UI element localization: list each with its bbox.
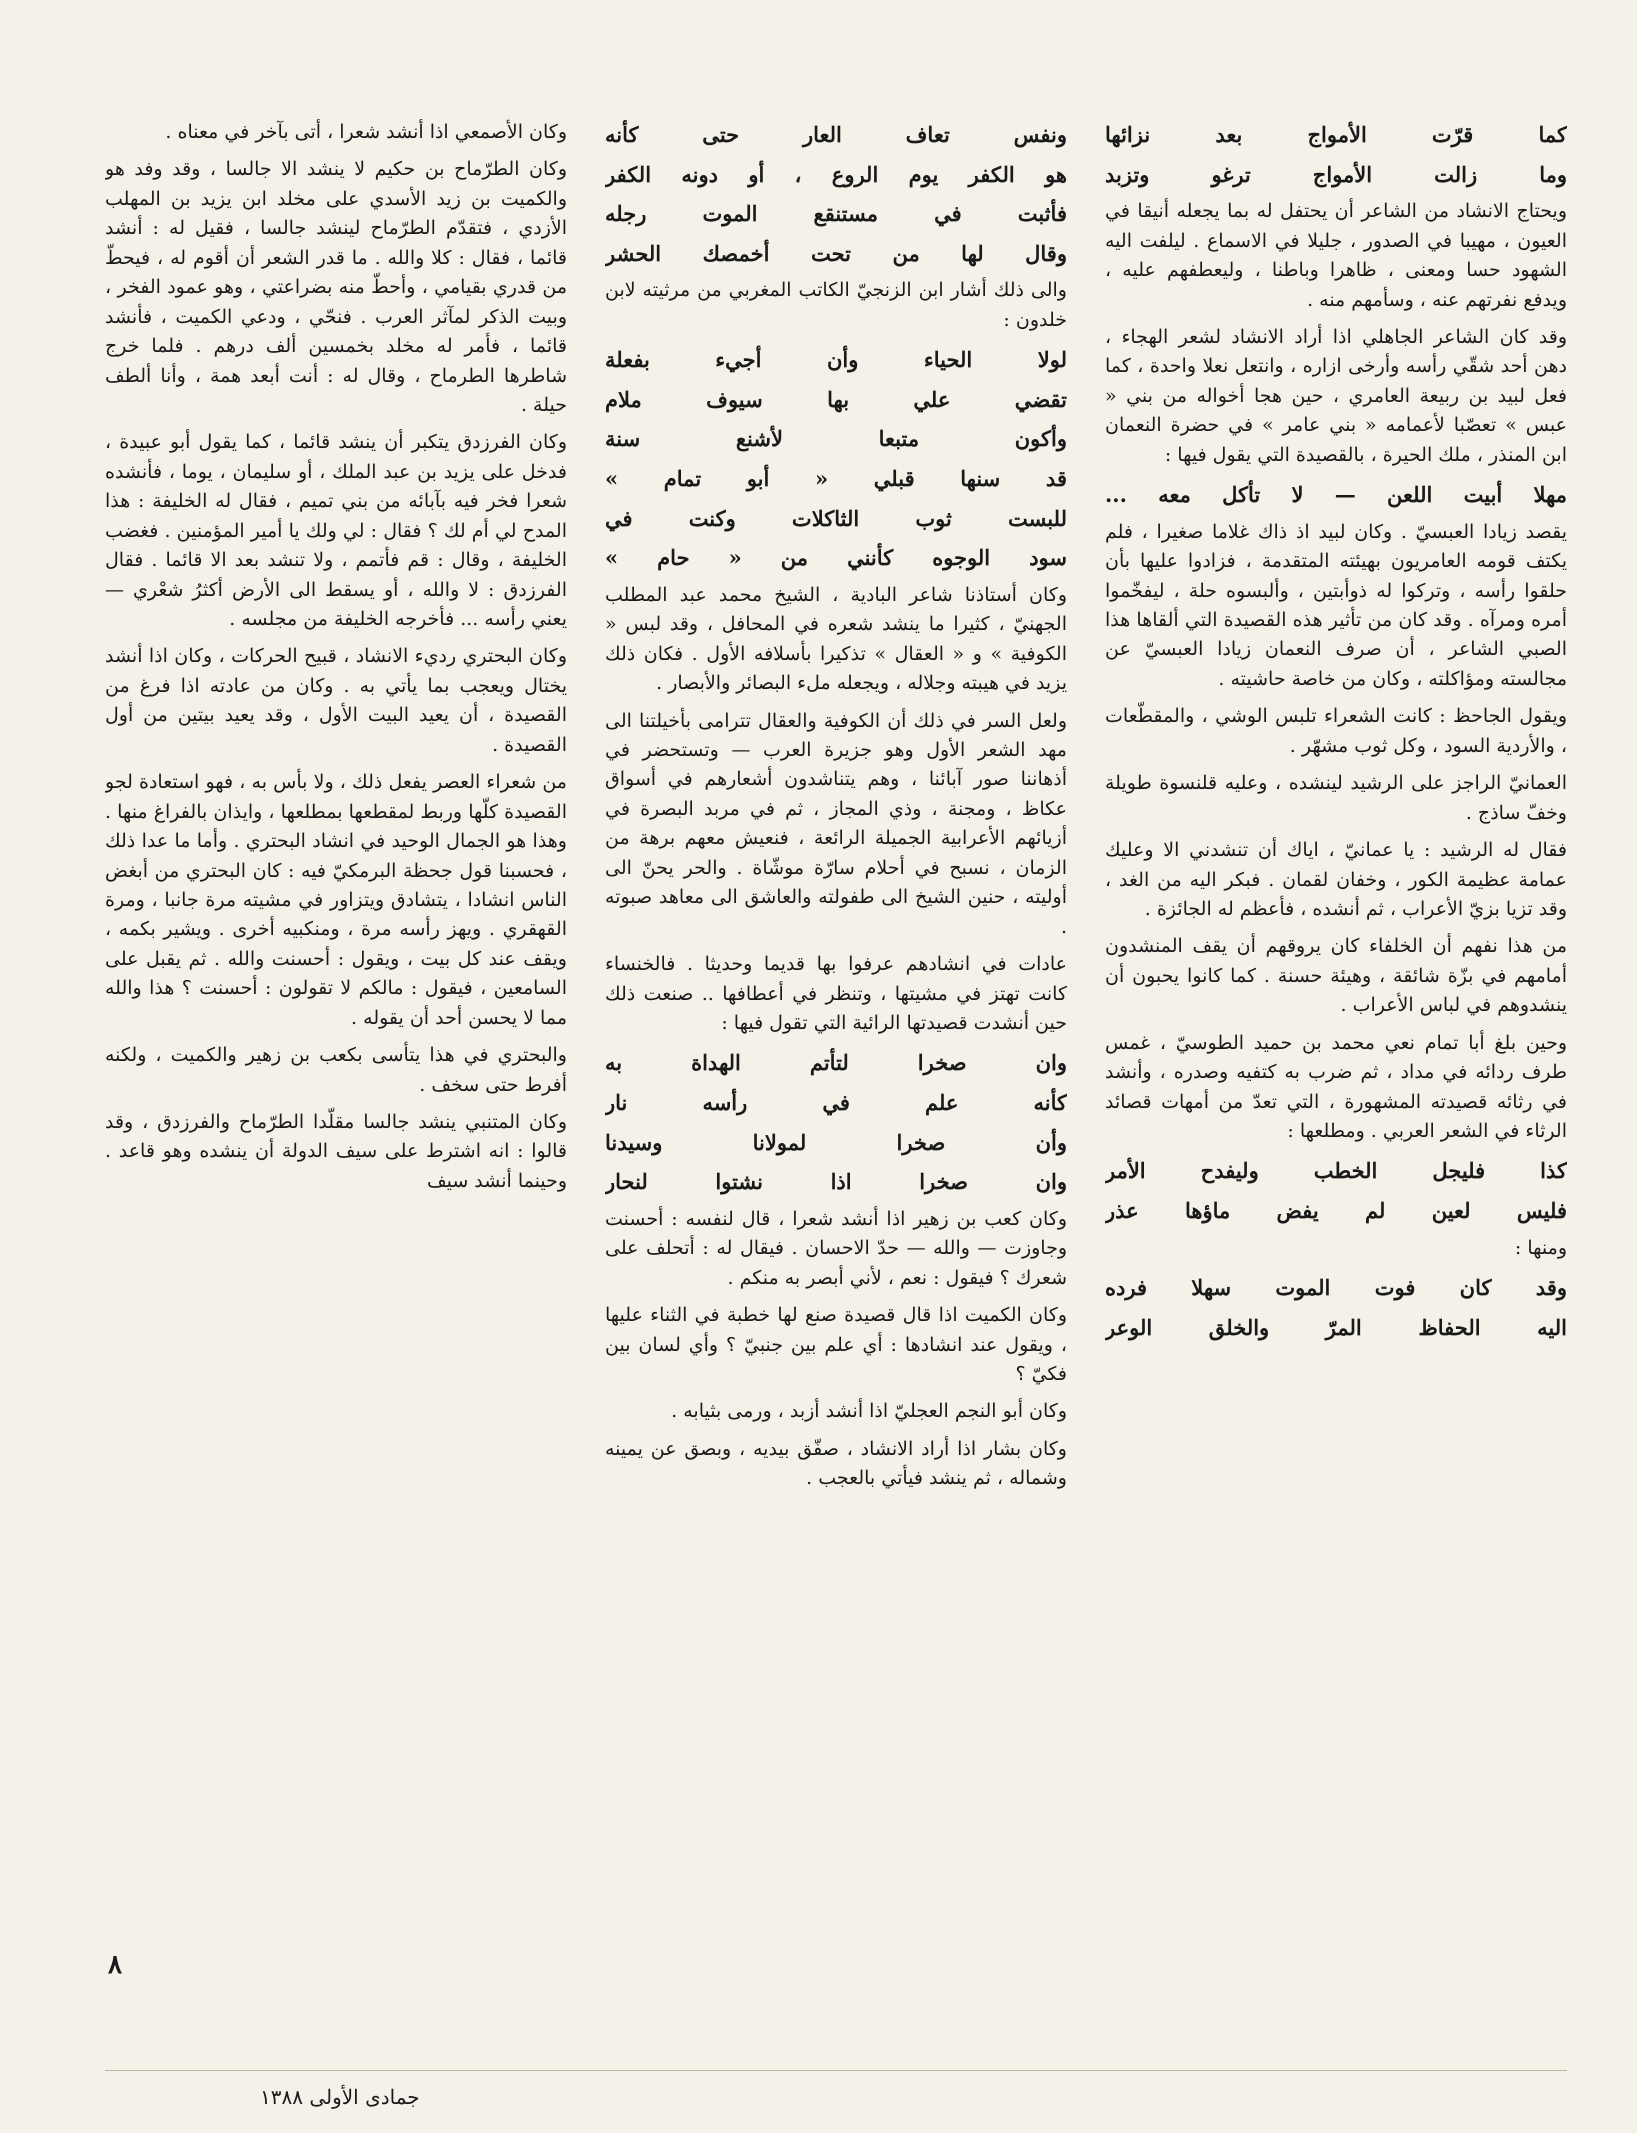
poem-verse: قد سنها قبلي « أبو تمام » <box>605 466 1067 492</box>
paragraph: من شعراء العصر يفعل ذلك ، ولا بأس به ، فهو استعادة لجو القصيدة كلّها وربط لمقطعها بمطلعها ، وايذان بالفراغ منها . وهذا هو الجمال الوحيد في انشاد البحتري . وأما ما عدا ذلك ، فحسبنا قول جحظة البرمكيّ فيه : كان البحتري من أبغض الناس انشادا ، يتشادق ويتزاور في مشيته مرة جانبا ، ومرة القهقري . ويهز رأسه مرة ، ومنكبيه أخرى . ويشير بكمه ، ويقف عند كل بيت ، ويقول : أحسنت والله . ثم يقبل على السامعين ، فيقول : مالكم لا تقولون : أحسنت ؟ هذا والله مما لا يحسن أحد أن يقوله . <box>105 771 567 1029</box>
column-right <box>1105 118 1567 2058</box>
paragraph: وكان الكميت اذا قال قصيدة صنع لها خطبة في الثناء عليها ، ويقول عند انشادها : أي علم بين جنبيّ ؟ وأي لسان بين فكيّ ؟ <box>605 1304 1067 1385</box>
paragraph: ويحتاج الانشاد من الشاعر أن يحتفل له بما يجعله أنيقا في العيون ، مهيبا في الصدور ، جليلا في الاسماع . ليلفت اليه الشهود حسا ومعنى ، ظاهرا وباطنا ، وليعطفهم عليه ، ويدفع نفرتهم عنه ، وسأمهم منه . <box>1105 200 1567 311</box>
poem-verse: فليس لعين لم يفض ماؤها عذر <box>1105 1198 1567 1224</box>
poem-verse: اليه الحفاظ المرّ والخلق الوعر <box>1105 1314 1567 1340</box>
paragraph: وكان الطرّماح بن حكيم لا ينشد الا جالسا ، وقد وفد هو والكميت بن زيد الأسدي على مخلد ابن يزيد بن المهلب الأزدي ، فتقدّم الطرّماح لينشد جالسا ، فقيل له : أنشد قائما ، فقال : كلا والله . ما قدر الشعر أن أقوم له ، فيحطّ من قدري بقيامي ، وأحطّ منه بضراعتي ، وهو عمود الفخر ، وبيت الذكر لمآثر العرب . فنحّي ، ودعي الكميت ، فأنشد قائما ، فأمر له مخلد بخمسين ألف درهم . فلما خرج شاطرها الطرماح ، وقال له : أنت أبعد همة ، وأنا ألطف حيلة . <box>105 158 567 416</box>
poem-verse: لولا الحياء وأن أجيء بفعلة <box>605 347 1067 373</box>
poem-verse: وأن صخرا لمولانا وسيدنا <box>605 1129 1067 1155</box>
paragraph: وكان كعب بن زهير اذا أنشد شعرا ، قال لنفسه : أحسنت وجاوزت — والله — حدّ الاحسان . فيقال له : أتحلف على شعرك ؟ فيقول : نعم ، لأني أبصر به منكم . <box>605 1207 1067 1289</box>
poem-verse: كما قرّت الأمواج بعد نزائها <box>1105 122 1567 147</box>
poem-verse: وما زالت الأمواج ترغو وتزبد <box>1105 161 1567 187</box>
paragraph: ويقول الجاحظ : كانت الشعراء تلبس الوشي ، والمقطّعات ، والأردية السود ، وكل ثوب مشهّر . <box>1105 705 1567 757</box>
issue-date: جمادى الأولى ١٣٨٨ <box>260 2085 420 2109</box>
paragraph: ولعل السر في ذلك أن الكوفية والعقال تترامى بأخيلتنا الى مهد الشعر الأول وهو جزيرة العرب — وتستحضر في أذهاننا صور آبائنا ، وهم يتناشدون أشعارهم في أسواق عكاظ ، ومجنة ، وذي المجاز ، ثم في مربد البصرة في أزيائهم الأعرابية الجميلة الرائعة ، فنعيش معهم برهة من الزمان ، نسبح في أحلام سارّة موشّاة . والحر يحنّ الى أوليته ، حنين الشيخ الى طفولته والعاشق الى معاهد صبوته . <box>605 709 1067 938</box>
poem-verse: سود الوجوه كأنني من « حام » <box>605 545 1067 571</box>
paragraph: وكان الأصمعي اذا أنشد شعرا ، أتى بآخر في معناه . <box>165 121 567 143</box>
paragraph: والبحتري في هذا يتأسى بكعب بن زهير والكميت ، ولكنه أفرط حتى سخف . <box>105 1044 567 1096</box>
paragraph: وكان بشار اذا أراد الانشاد ، صفّق بيديه ، وبصق عن يمينه وشماله ، ثم ينشد فيأتي بالعجب . <box>605 1437 1067 1490</box>
paragraph: وكان الفرزدق يتكبر أن ينشد قائما ، كما يقول أبو عبيدة ، فدخل على يزيد بن عبد الملك ، أو سليمان ، يوما ، فأنشده شعرا فخر فيه بآبائه من بني تميم ، فقال له الخليفة : هذا المدح لي أم لك ؟ فقال : لي ولك يا أمير المؤمنين . فغضب الخليفة ، وقال : قم فأتمم ، ولا تنشد بعد الا قائما . فقال الفرزدق : لا والله ، أو يسقط الى الأرض أكثرُ شعْري — يعني رأسه ... فأخرجه الخليفة من مجلسه . <box>105 431 567 630</box>
poem-verse: كأنه علم في رأسه نار <box>605 1089 1067 1115</box>
paragraph: والى ذلك أشار ابن الزنجيّ الكاتب المغربي من مرثيته لابن خلدون : <box>605 279 1067 331</box>
text-columns <box>105 118 1567 2058</box>
poem-verse: وان صخرا لتأتم الهداة به <box>605 1050 1067 1076</box>
column-middle <box>605 118 1067 2058</box>
column-left <box>105 118 567 2058</box>
poem-verse: وان صخرا اذا نشتوا لنحار <box>605 1169 1067 1195</box>
paragraph: يقصد زيادا العبسيّ . وكان لبيد اذ ذاك غلاما صغيرا ، فلم يكتف قومه العامريون بهيئته المتقدمة ، فزادوا عليها بأن حلقوا رأسه ، وتركوا له ذوأبتين ، وألبسوه حلة ، ليفخّموا أمره ومرآه . وقد كان من تأثير هذه القصيدة التي ألقاها هذا الصبي الشاعر ، أن صرف النعمان زيادا العبسيّ عن مجالسته ومؤاكلته ، وكان من خاصة حاشيته . <box>1105 520 1567 690</box>
paragraph: وكان المتنبي ينشد جالسا مقلّدا الطرّماح والفرزدق ، وقد قالوا : انه اشترط على سيف الدولة أن ينشده وهو قاعد . وحينما أنشد سيف <box>105 1111 567 1192</box>
poem-verse: تقضي علي بها سيوف ملام <box>605 386 1067 412</box>
paragraph: وكان البحتري رديء الانشاد ، قبيح الحركات ، وكان اذا أنشد يختال ويعجب بما يأتي به . وكان من عادته اذا فرغ من القصيدة ، أن يعيد البيت الأول ، وقد يعيد بيتين من أول القصيدة . <box>105 645 567 756</box>
poem-verse: وقد كان فوت الموت سهلا فرده <box>1105 1275 1567 1301</box>
poem-verse: فأثبت في مستنقع الموت رجله <box>605 201 1067 227</box>
paragraph: عادات في انشادهم عرفوا بها قديما وحديثا . فالخنساء كانت تهتز في مشيتها ، وتنظر في أعطافها .. صنعت ذلك حين أنشدت قصيدتها الرائية التي تقول فيها : <box>605 953 1067 1034</box>
poem-verse: وأكون متبعا لأشنع سنة <box>605 426 1067 452</box>
paragraph: وكان أستاذنا شاعر البادية ، الشيخ محمد عبد المطلب الجهنيّ ، كثيرا ما ينشد شعره في المحافل ، وقد لبس « الكوفية » و « العقال » تذكيرا بأسلافه الأول . فكان ذلك يزيد في هيبته وجلاله ، ويجعله ملء البصائر والأبصار . <box>605 583 1067 695</box>
poem-verse: مهلا أبيت اللعن — لا تأكل معه ... <box>1105 482 1567 508</box>
paragraph: وقد كان الشاعر الجاهلي اذا أراد الانشاد لشعر الهجاء ، دهن أحد شقّي رأسه وأرخى ازاره ، وانتعل نعلا واحدة ، كما فعل لبيد بن ربيعة العامري ، حين هجا أخواله من بني « عبس » تعصّبا لأعمامه « بني عامر » في حضرة النعمان ابن المنذر ، ملك الحيرة ، بالقصيدة التي يقول فيها : <box>1105 325 1567 466</box>
poem-verse: ونفس تعاف العار حتى كأنه <box>605 122 1067 147</box>
paragraph: ومنها : <box>1514 1236 1567 1259</box>
paragraph: من هذا نفهم أن الخلفاء كان يروقهم أن يقف المنشدون أمامهم في بزّة شائقة ، وهيئة حسنة . كما كانوا يحبون أن ينشدوهم في لباس الأعراب . <box>1105 935 1567 1017</box>
poem-verse: هو الكفر يوم الروع ، أو دونه الكفر <box>605 161 1067 187</box>
paragraph: وحين بلغ أبا تمام نعي محمد بن حميد الطوسيّ ، غمس طرف ردائه في مداد ، ثم ضرب به كتفيه وصدره ، وأنشد في رثائه قصيدته المشهورة ، التي تعدّ من أمهات قصائد الرثاء في الشعر العربي . ومطلعها : <box>1105 1031 1567 1143</box>
footer-divider <box>105 2070 1567 2071</box>
page-number: ٨ <box>108 1950 122 1980</box>
poem-verse: كذا فليجل الخطب وليفدح الأمر <box>1105 1158 1567 1184</box>
paragraph: العمانيّ الراجز على الرشيد لينشده ، وعليه قلنسوة طويلة وخفّ ساذج . <box>1105 772 1567 824</box>
paragraph: وكان أبو النجم العجليّ اذا أنشد أزبد ، ورمى بثيابه . <box>671 1400 1067 1423</box>
poem-verse: للبست ثوب الثاكلات وكنت في <box>605 505 1067 531</box>
poem-verse: وقال لها من تحت أخمصك الحشر <box>605 240 1067 266</box>
paragraph: فقال له الرشيد : يا عمانيّ ، اياك أن تنشدني الا وعليك عمامة عظيمة الكور ، وخفان لقمان . فبكر اليه من الغد ، وقد تزيا بزيّ الأعراب ، ثم أنشده ، فأعظم له الجائزة . <box>1105 839 1567 920</box>
